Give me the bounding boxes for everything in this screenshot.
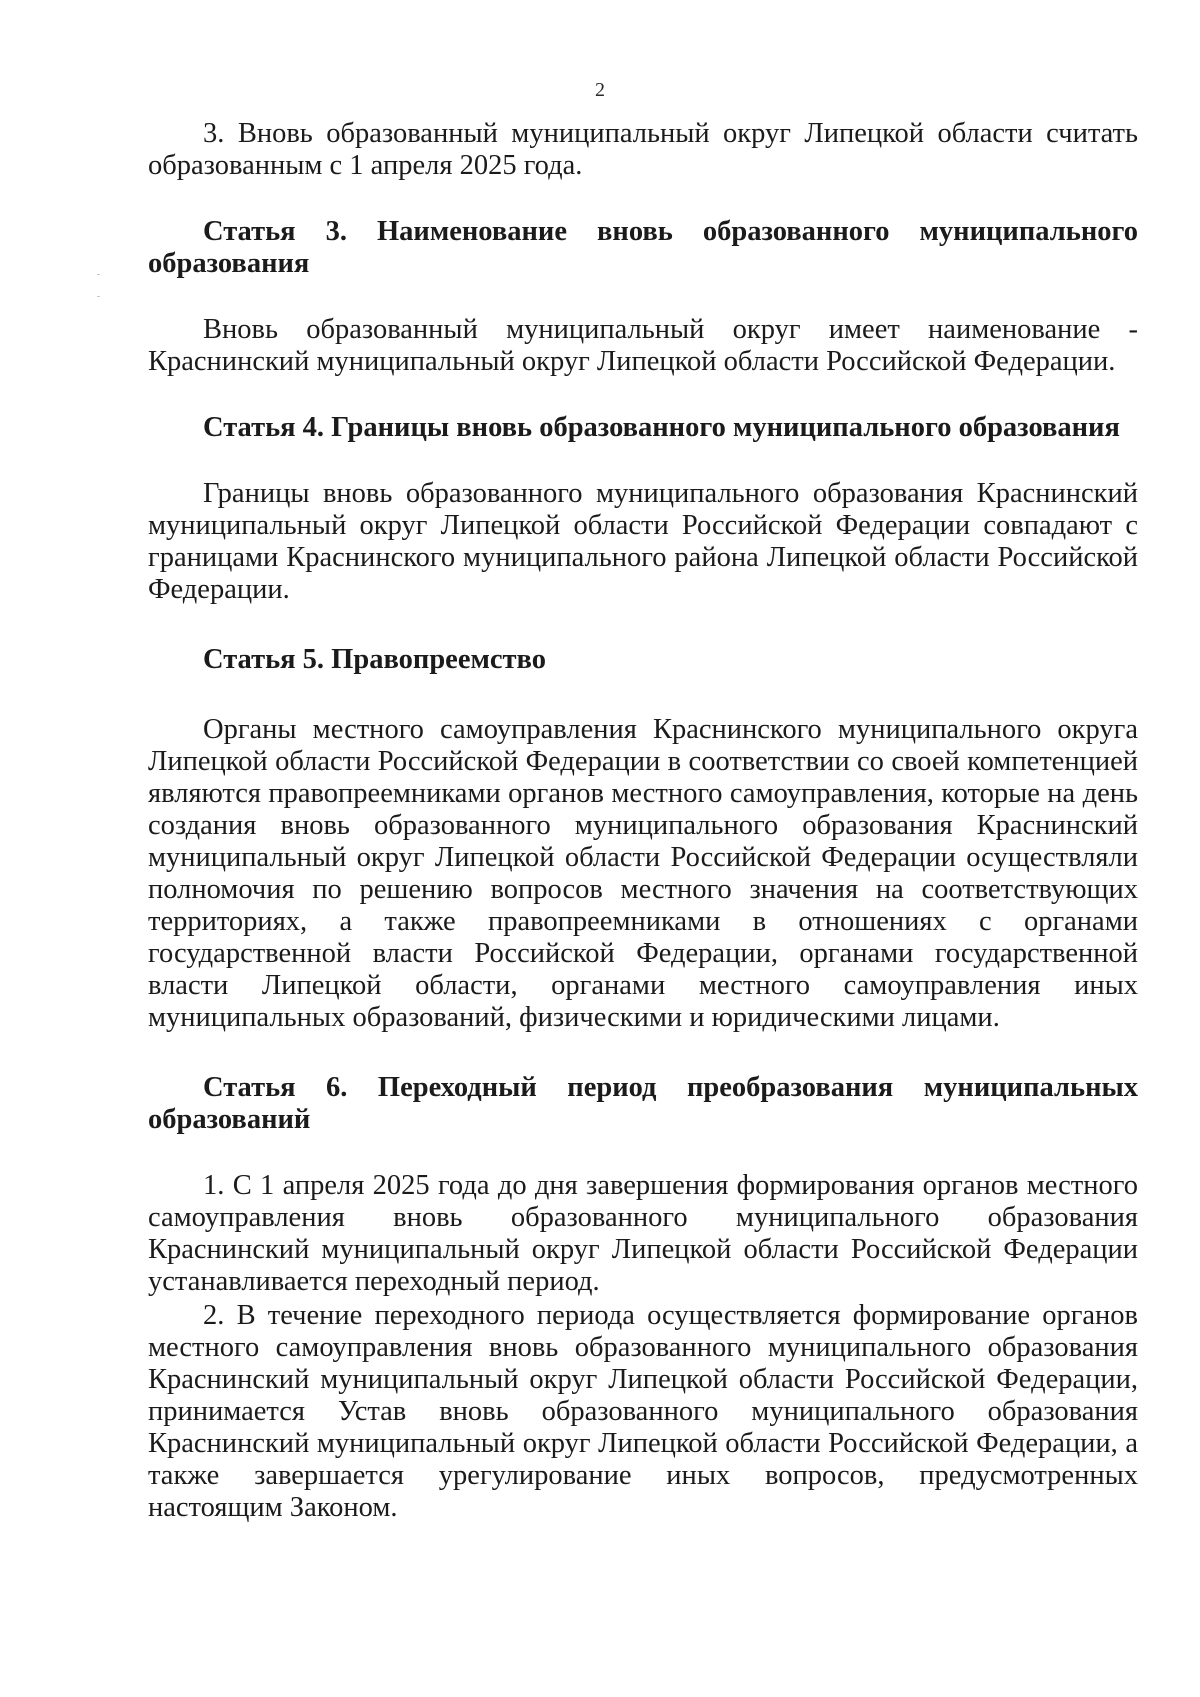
scan-speck <box>97 296 100 297</box>
article-6-clause-1: 1. С 1 апреля 2025 года до дня завершения формирования органов местного самоуправления вновь образованного муниципального образования Краснинский муниципальный округ Липецкой области Российской Федерации устанавливается переходный период. <box>148 1170 1138 1297</box>
article-3-text: Вновь образованный муниципальный округ имеет наименование - Краснинский муниципальный округ Липецкой области Российской Федерации. <box>148 314 1138 377</box>
document-body <box>148 118 1138 1524</box>
page-number: 2 <box>595 79 605 101</box>
article-4-text: Границы вновь образованного муниципального образования Краснинский муниципальный округ Липецкой области Российской Федерации совпадают с границами Краснинского муниципального района Липецкой области Российской Федерации. <box>148 478 1138 605</box>
article-6-clause-2: 2. В течение переходного периода осуществляется формирование органов местного самоуправления вновь образованного муниципального образования Краснинский муниципальный округ Липецкой области Российской Федерации, принимается Устав вновь образованного муниципального образования Краснинский муниципальный округ Липецкой области Российской Федерации, а также завершается урегулирование иных вопросов, предусмотренных настоящим Законом. <box>148 1300 1138 1523</box>
article-5-heading: Статья 5. Правопреемство <box>203 644 546 675</box>
article-2-clause-3: 3. Вновь образованный муниципальный округ Липецкой области считать образованным с 1 апреля 2025 года. <box>148 118 1138 181</box>
article-6-heading: Статья 6. Переходный период преобразования муниципальных образований <box>148 1072 1138 1135</box>
scan-speck <box>97 274 100 275</box>
article-3-heading: Статья 3. Наименование вновь образованного муниципального образования <box>148 216 1138 279</box>
article-4-heading: Статья 4. Границы вновь образованного муниципального образования <box>203 412 1120 443</box>
article-5-text: Органы местного самоуправления Краснинского муниципального округа Липецкой области Российской Федерации в соответствии со своей компетенцией являются правопреемниками органов местного самоуправления, которые на день создания вновь образованного муниципального образования Краснинский муниципальный округ Липецкой области Российской Федерации осуществляли полномочия по решению вопросов местного значения на соответствующих территориях, а также правопреемниками в отношениях с органами государственной власти Российской Федерации, органами государственной власти Липецкой области, органами местного самоуправления иных муниципальных образований, физическими и юридическими лицами. <box>148 714 1138 1033</box>
